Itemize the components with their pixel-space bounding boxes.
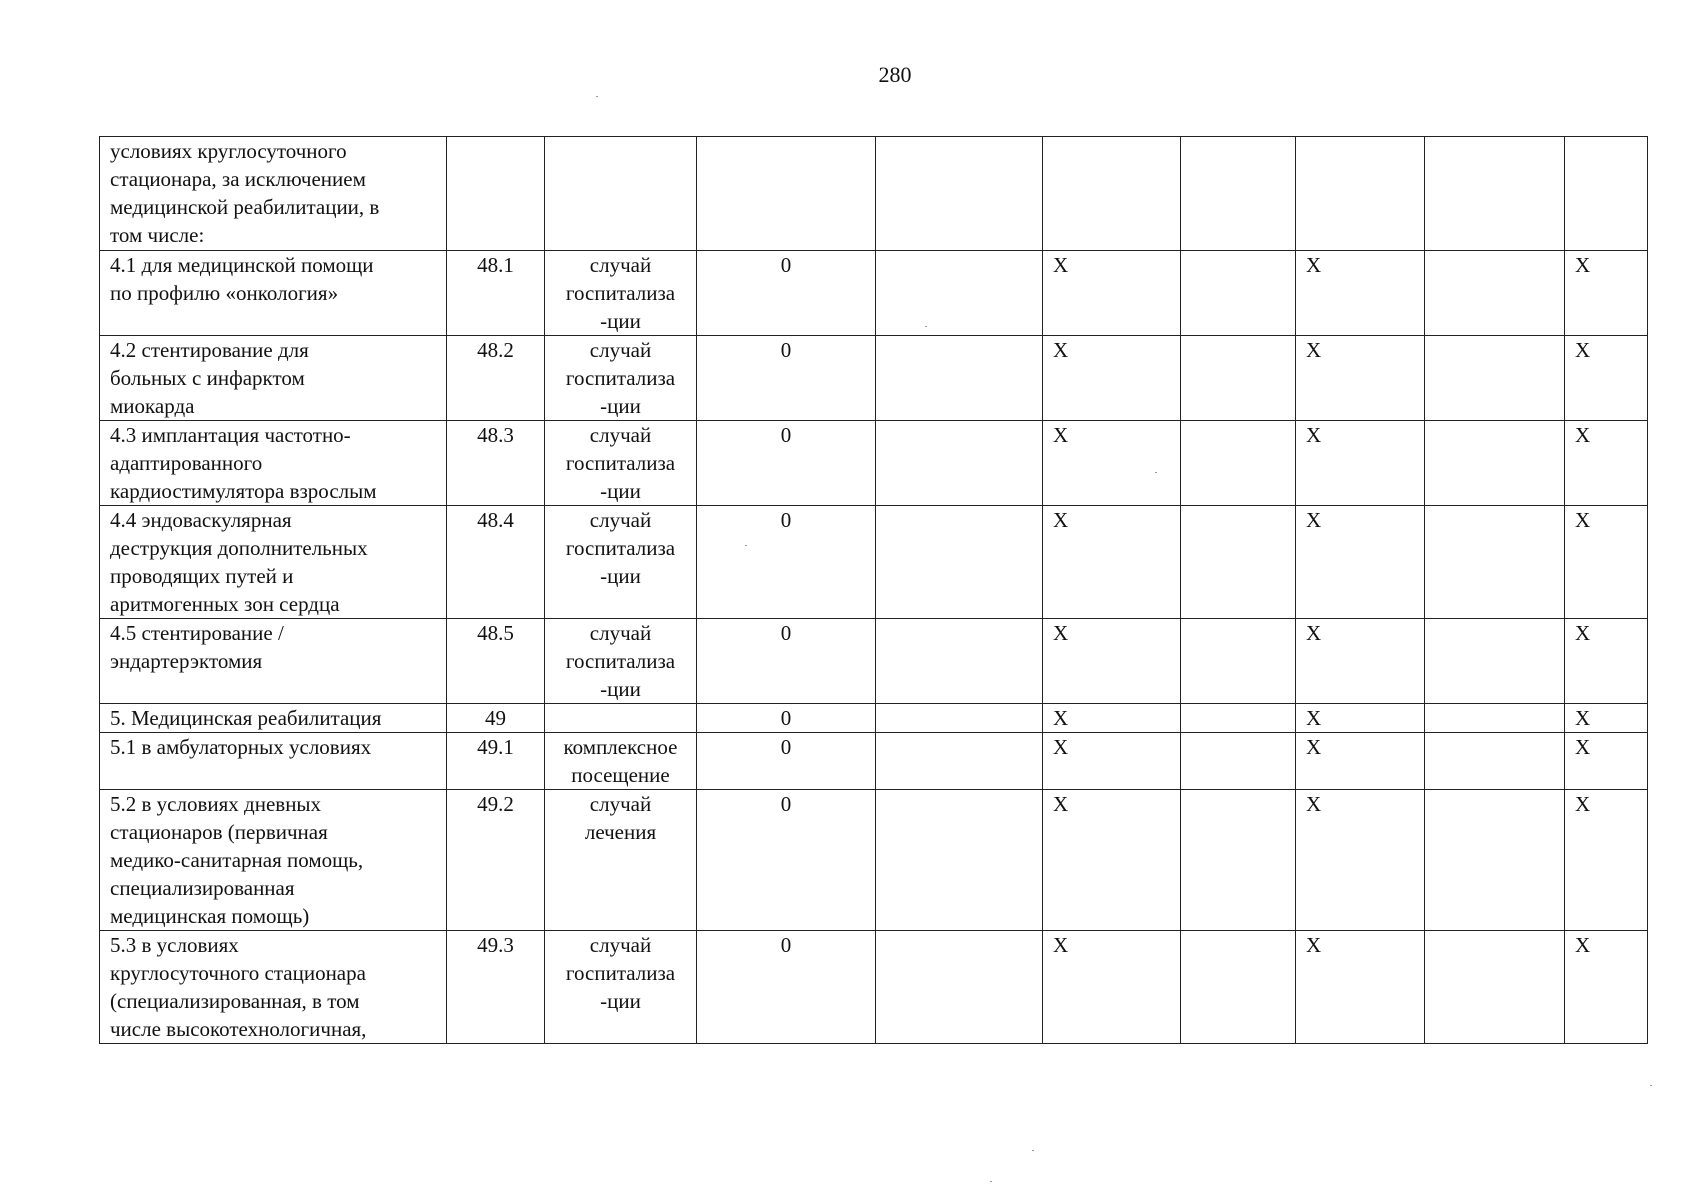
row-code: 48.1 xyxy=(477,253,514,277)
x-cell xyxy=(1043,733,1181,790)
x-cell xyxy=(1565,251,1648,336)
x-cell xyxy=(1043,137,1181,251)
row-code-cell xyxy=(447,619,545,704)
unit-cell xyxy=(545,704,697,733)
row-code-cell xyxy=(447,336,545,421)
x-cell xyxy=(1565,336,1648,421)
unit-line: случай xyxy=(589,621,652,645)
x-mark: X xyxy=(1053,735,1069,759)
indicator-name-cell xyxy=(100,931,447,1044)
indicator-name-line: стационаров (первичная xyxy=(110,820,328,844)
scan-speck xyxy=(1650,1085,1652,1086)
unit-line: случай xyxy=(589,338,652,362)
x-mark: X xyxy=(1575,792,1591,816)
unit-line: случай xyxy=(589,508,652,532)
empty-cell xyxy=(1181,251,1296,336)
unit-line: случай xyxy=(589,792,652,816)
indicator-name-line: медицинской реабилитации, в xyxy=(110,195,380,219)
empty-cell xyxy=(1181,790,1296,931)
unit-line: госпитализа xyxy=(565,281,676,305)
indicator-name-line: проводящих путей и xyxy=(110,564,294,588)
x-cell xyxy=(1043,619,1181,704)
unit-line: госпитализа xyxy=(565,961,676,985)
table-row xyxy=(100,251,1648,336)
x-cell xyxy=(1043,336,1181,421)
x-cell xyxy=(1565,421,1648,506)
row-code-cell xyxy=(447,506,545,619)
x-mark: X xyxy=(1306,933,1322,957)
x-cell xyxy=(1043,421,1181,506)
indicator-name-line: медико-санитарная помощь, xyxy=(110,848,364,872)
indicator-name-line: 5. Медицинская реабилитация xyxy=(110,706,382,730)
unit-line: госпитализа xyxy=(565,451,676,475)
empty-cell xyxy=(876,704,1043,733)
table-row xyxy=(100,931,1648,1044)
indicator-name-line: аритмогенных зон сердца xyxy=(110,592,340,616)
empty-cell xyxy=(1425,336,1565,421)
value-text: 0 xyxy=(780,423,792,447)
x-mark: X xyxy=(1053,253,1069,277)
unit-line: -ции xyxy=(600,479,641,503)
empty-cell xyxy=(876,137,1043,251)
unit-cell xyxy=(545,619,697,704)
indicator-name-cell xyxy=(100,506,447,619)
row-code: 48.5 xyxy=(477,621,514,645)
unit-line: -ции xyxy=(600,677,641,701)
x-cell xyxy=(1296,251,1425,336)
indicator-name-line: стационара, за исключением xyxy=(110,167,366,191)
table-row xyxy=(100,790,1648,931)
x-cell xyxy=(1296,506,1425,619)
value-cell xyxy=(697,733,876,790)
indicator-name-cell xyxy=(100,251,447,336)
x-mark: X xyxy=(1575,253,1591,277)
x-mark: X xyxy=(1306,508,1322,532)
unit-cell xyxy=(545,336,697,421)
indicator-name-line: том числе: xyxy=(110,223,205,247)
indicator-name-line: 4.3 имплантация частотно- xyxy=(110,423,351,447)
indicator-name-cell xyxy=(100,336,447,421)
unit-line: комплексное xyxy=(563,735,678,759)
indicator-name-line: адаптированного xyxy=(110,451,263,475)
page-number: 280 xyxy=(878,62,912,87)
x-cell xyxy=(1043,931,1181,1044)
x-mark: X xyxy=(1053,706,1069,730)
table-row xyxy=(100,733,1648,790)
value-text: 0 xyxy=(780,792,792,816)
empty-cell xyxy=(876,931,1043,1044)
x-cell xyxy=(1296,421,1425,506)
empty-cell xyxy=(1425,704,1565,733)
x-mark: X xyxy=(1575,735,1591,759)
value-text: 0 xyxy=(780,621,792,645)
unit-line: случай xyxy=(589,933,652,957)
row-code: 49.2 xyxy=(477,792,514,816)
value-text: 0 xyxy=(780,706,792,730)
empty-cell xyxy=(1181,336,1296,421)
empty-cell xyxy=(1425,733,1565,790)
row-code-cell xyxy=(447,251,545,336)
x-cell xyxy=(1296,733,1425,790)
row-code-cell xyxy=(447,790,545,931)
x-mark: X xyxy=(1306,338,1322,362)
indicator-name-line: круглосуточного стационара xyxy=(110,961,366,985)
unit-line: -ции xyxy=(600,394,641,418)
row-code: 48.4 xyxy=(477,508,514,532)
x-mark: X xyxy=(1053,508,1069,532)
x-cell xyxy=(1296,790,1425,931)
unit-cell xyxy=(545,506,697,619)
x-cell xyxy=(1043,790,1181,931)
empty-cell xyxy=(876,421,1043,506)
x-cell xyxy=(1296,137,1425,251)
x-mark: X xyxy=(1575,338,1591,362)
empty-cell xyxy=(1425,251,1565,336)
row-code-cell xyxy=(447,421,545,506)
scan-speck xyxy=(990,1181,992,1182)
x-cell xyxy=(1565,619,1648,704)
row-code-cell xyxy=(447,733,545,790)
x-cell xyxy=(1565,931,1648,1044)
row-code: 49.3 xyxy=(477,933,514,957)
row-code-cell xyxy=(447,931,545,1044)
x-mark: X xyxy=(1575,423,1591,447)
unit-line: случай xyxy=(589,253,652,277)
value-cell xyxy=(697,421,876,506)
empty-cell xyxy=(1425,790,1565,931)
row-code-cell xyxy=(447,704,545,733)
value-text: 0 xyxy=(780,735,792,759)
x-cell xyxy=(1296,619,1425,704)
x-mark: X xyxy=(1306,735,1322,759)
volume-table xyxy=(99,136,1648,1044)
empty-cell xyxy=(1181,733,1296,790)
table-row xyxy=(100,336,1648,421)
empty-cell xyxy=(1181,619,1296,704)
scan-speck xyxy=(596,96,598,97)
value-text: 0 xyxy=(780,933,792,957)
value-cell xyxy=(697,619,876,704)
empty-cell xyxy=(876,733,1043,790)
indicator-name-cell xyxy=(100,619,447,704)
x-mark: X xyxy=(1053,621,1069,645)
empty-cell xyxy=(1425,619,1565,704)
indicator-name-line: 4.1 для медицинской помощи xyxy=(110,253,374,277)
x-mark: X xyxy=(1575,933,1591,957)
x-cell xyxy=(1296,704,1425,733)
indicator-name-line: специализированная xyxy=(110,876,295,900)
x-cell xyxy=(1565,790,1648,931)
x-cell xyxy=(1565,704,1648,733)
x-cell xyxy=(1043,704,1181,733)
indicator-name-cell xyxy=(100,790,447,931)
x-mark: X xyxy=(1053,933,1069,957)
row-code-cell xyxy=(447,137,545,251)
row-code: 49 xyxy=(485,706,506,730)
x-cell xyxy=(1296,931,1425,1044)
empty-cell xyxy=(1425,137,1565,251)
indicator-name-line: эндартерэктомия xyxy=(110,649,263,673)
value-cell xyxy=(697,704,876,733)
indicator-name-line: деструкция дополнительных xyxy=(110,536,368,560)
scan-speck xyxy=(1032,1150,1034,1151)
unit-cell xyxy=(545,137,697,251)
indicator-name-line: 5.2 в условиях дневных xyxy=(110,792,322,816)
unit-cell xyxy=(545,251,697,336)
unit-line: госпитализа xyxy=(565,649,676,673)
indicator-name-line: больных с инфарктом xyxy=(110,366,305,390)
row-code: 49.1 xyxy=(477,735,514,759)
indicator-name-cell xyxy=(100,421,447,506)
unit-cell xyxy=(545,790,697,931)
x-cell xyxy=(1296,336,1425,421)
empty-cell xyxy=(876,790,1043,931)
x-mark: X xyxy=(1575,706,1591,730)
empty-cell xyxy=(876,619,1043,704)
indicator-name-line: миокарда xyxy=(110,394,195,418)
empty-cell xyxy=(1181,704,1296,733)
empty-cell xyxy=(1181,421,1296,506)
value-text: 0 xyxy=(780,253,792,277)
empty-cell xyxy=(1181,931,1296,1044)
x-mark: X xyxy=(1053,338,1069,362)
empty-cell xyxy=(1425,506,1565,619)
x-mark: X xyxy=(1306,706,1322,730)
row-code: 48.3 xyxy=(477,423,514,447)
table-row xyxy=(100,137,1648,251)
empty-cell xyxy=(1425,421,1565,506)
table-row xyxy=(100,704,1648,733)
indicator-name-line: (специализированная, в том xyxy=(110,989,360,1013)
x-cell xyxy=(1565,733,1648,790)
row-code: 48.2 xyxy=(477,338,514,362)
empty-cell xyxy=(876,251,1043,336)
unit-line: лечения xyxy=(584,820,657,844)
table-row xyxy=(100,619,1648,704)
unit-line: -ции xyxy=(600,989,641,1013)
empty-cell xyxy=(876,506,1043,619)
indicator-name-cell xyxy=(100,733,447,790)
value-text: 0 xyxy=(780,508,792,532)
x-cell xyxy=(1043,251,1181,336)
unit-cell xyxy=(545,421,697,506)
empty-cell xyxy=(1425,931,1565,1044)
unit-line: -ции xyxy=(600,309,641,333)
indicator-name-line: числе высокотехнологичная, xyxy=(110,1017,367,1041)
unit-line: посещение xyxy=(571,763,670,787)
indicator-name-line: кардиостимулятора взрослым xyxy=(110,479,377,503)
value-cell xyxy=(697,251,876,336)
empty-cell xyxy=(1181,506,1296,619)
unit-cell xyxy=(545,733,697,790)
x-mark: X xyxy=(1306,423,1322,447)
x-mark: X xyxy=(1575,621,1591,645)
unit-line: случай xyxy=(589,423,652,447)
indicator-name-line: 5.3 в условиях xyxy=(110,933,239,957)
indicator-name-line: по профилю «онкология» xyxy=(110,281,339,305)
unit-cell xyxy=(545,931,697,1044)
x-mark: X xyxy=(1053,423,1069,447)
x-mark: X xyxy=(1306,253,1322,277)
x-mark: X xyxy=(1306,621,1322,645)
x-mark: X xyxy=(1575,508,1591,532)
indicator-name-line: 5.1 в амбулаторных условиях xyxy=(110,735,372,759)
value-text: 0 xyxy=(780,338,792,362)
value-cell xyxy=(697,931,876,1044)
indicator-name-line: медицинская помощь) xyxy=(110,904,310,928)
x-cell xyxy=(1565,137,1648,251)
value-cell xyxy=(697,336,876,421)
unit-line: госпитализа xyxy=(565,366,676,390)
value-cell xyxy=(697,790,876,931)
x-mark: X xyxy=(1306,792,1322,816)
indicator-name-cell xyxy=(100,137,447,251)
x-mark: X xyxy=(1053,792,1069,816)
indicator-name-line: 4.2 стентирование для xyxy=(110,338,309,362)
indicator-name-line: условиях круглосуточного xyxy=(110,139,347,163)
x-cell xyxy=(1565,506,1648,619)
table-row xyxy=(100,421,1648,506)
indicator-name-line: 4.4 эндоваскулярная xyxy=(110,508,292,532)
x-cell xyxy=(1043,506,1181,619)
table-row xyxy=(100,506,1648,619)
value-cell xyxy=(697,506,876,619)
value-cell xyxy=(697,137,876,251)
unit-line: госпитализа xyxy=(565,536,676,560)
empty-cell xyxy=(876,336,1043,421)
indicator-name-cell xyxy=(100,704,447,733)
indicator-name-line: 4.5 стентирование / xyxy=(110,621,284,645)
unit-line: -ции xyxy=(600,564,641,588)
empty-cell xyxy=(1181,137,1296,251)
